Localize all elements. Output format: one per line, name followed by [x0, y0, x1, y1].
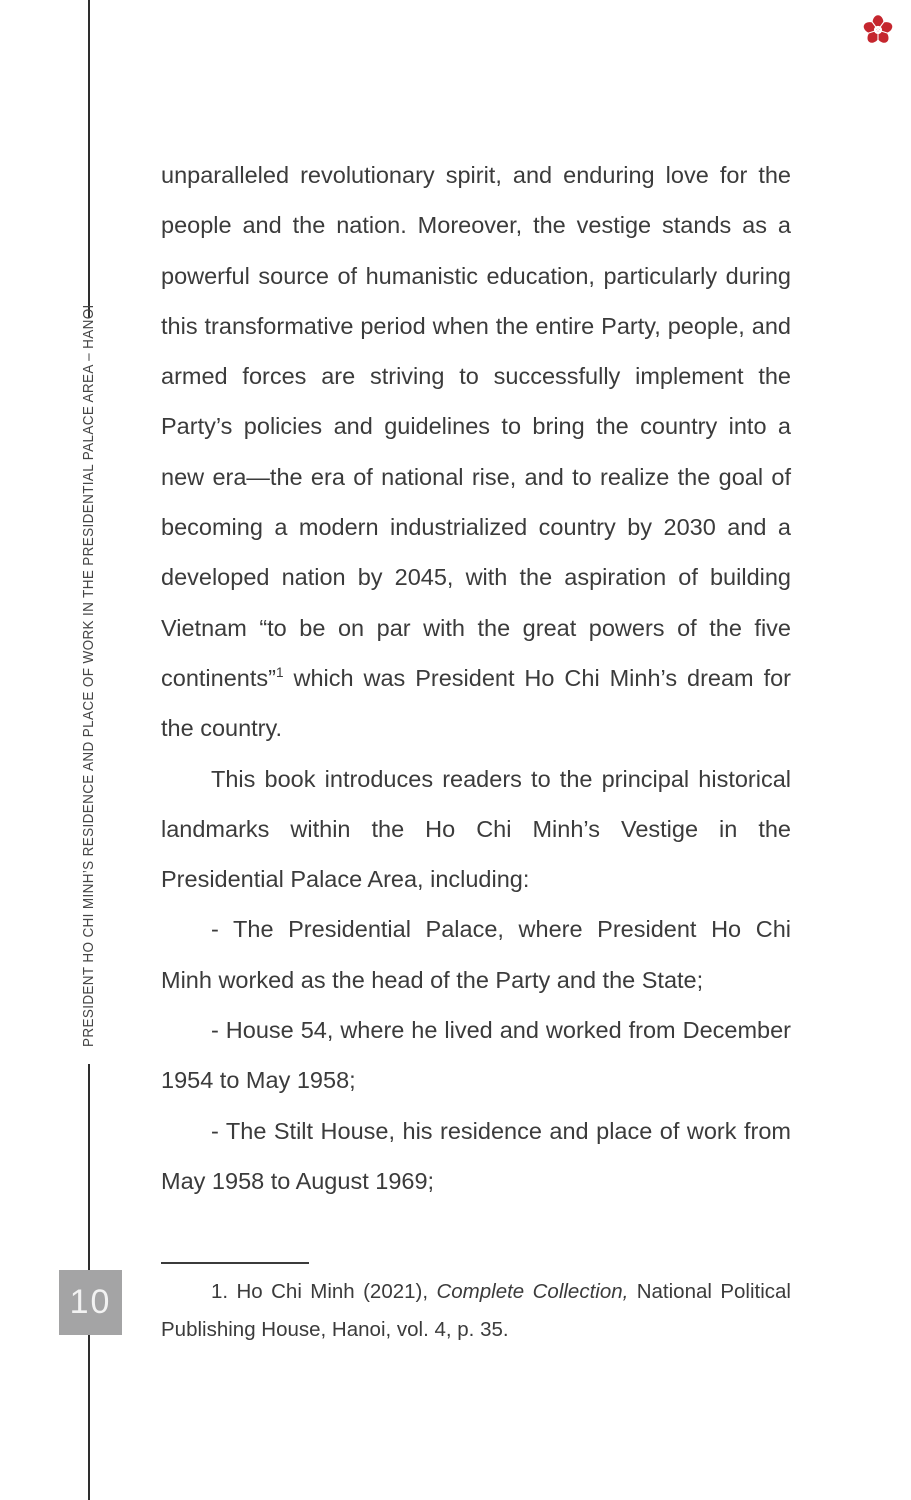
footnote-book-title: Complete Collection, [436, 1280, 629, 1303]
footnote-reference: 1 [275, 665, 284, 681]
list-item-house-54: - House 54, where he lived and worked from December 1954 to May 1958; [161, 1017, 791, 1094]
footnote-text: 1. Ho Chi Minh (2021), [211, 1280, 437, 1303]
body-text [161, 150, 791, 1206]
paragraph1-text: unparalleled revolutionary spirit, and enduring love for the people and the nation. Moreover, the vestige stands as a powerful source of humanistic education, particularly during this transformative period when the entire Party, people, and armed forces are striving to successfully implement the Party’s policies and guidelines to bring the country into a new era—the era of national rise, and to realize the goal of becoming a modern industrialized country by 2030 and a developed nation by 2045, with the aspiration of building Vietnam “to be on par with the great powers of the five continents” [161, 162, 791, 691]
list-item-presidential-palace: - The Presidential Palace, where President Ho Chi Minh worked as the head of the Party and the State; [161, 916, 791, 993]
footnote-separator [161, 1262, 309, 1264]
footnote-text-after: National Political Publishing House, Hanoi, vol. 4, p. 35. [161, 1280, 791, 1341]
footnote [161, 1273, 791, 1349]
paragraph1-text-after: which was President Ho Chi Minh’s dream for the country. [161, 664, 791, 742]
flower-icon [862, 14, 894, 46]
left-rule-top [88, 0, 90, 318]
list-item-stilt-house: - The Stilt House, his residence and place of work from May 1958 to August 1969; [161, 1117, 791, 1194]
flower-icon-svg [862, 14, 894, 46]
paragraph-intro: This book introduces readers to the principal historical landmarks within the Ho Chi Minh’s Vestige in the Presidential Palace Area, including: [161, 765, 791, 893]
paragraph-continuation [161, 150, 791, 754]
spine-title: PRESIDENT HO CHI MINH’S RESIDENCE AND PLACE OF WORK IN THE PRESIDENTIAL PALACE AREA – HANOI [80, 304, 97, 1047]
page-number-box [59, 1270, 122, 1335]
page-number: 10 [69, 1283, 112, 1321]
